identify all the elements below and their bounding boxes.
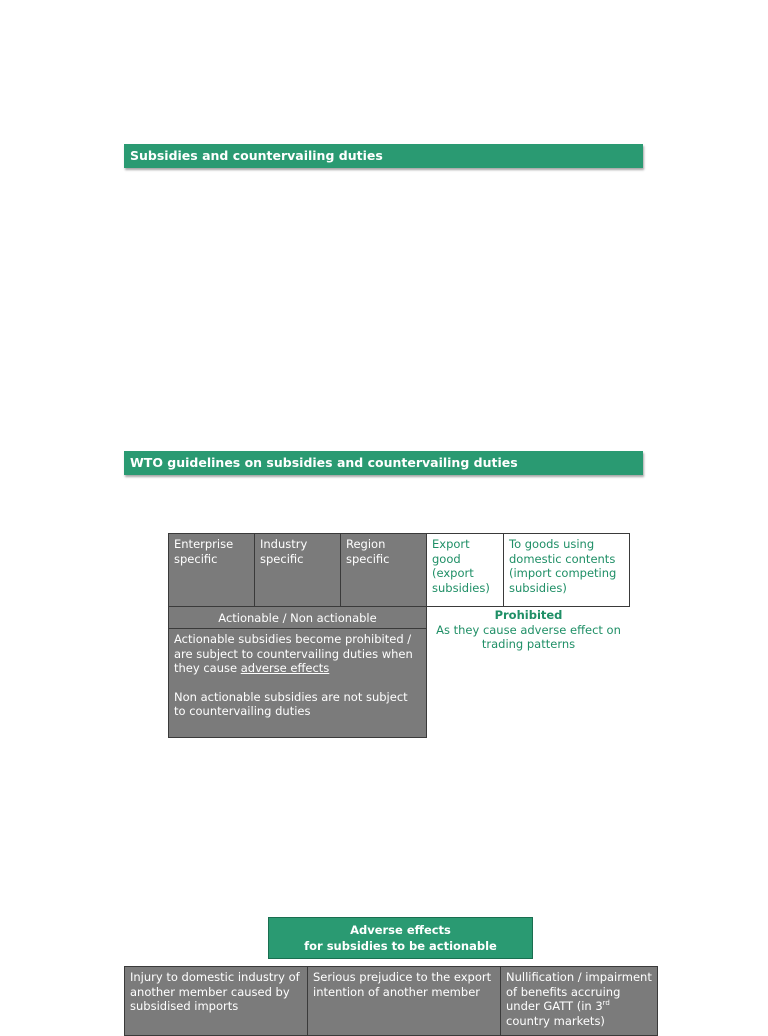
nullification-text: Nullification / impairment of benefits accruing under GATT (in 3 (506, 970, 652, 1013)
actionable-description (168, 628, 427, 738)
cell-import-competing: To goods using domestic contents (import competing subsidies) (503, 533, 630, 607)
adverse-effects-box (268, 917, 533, 959)
adverse-effects-link-text: adverse effects (240, 661, 330, 675)
non-actionable-text: Non actionable subsidies are not subject to countervailing duties (174, 689, 408, 718)
adverse-effects-subtitle: for subsidies to be actionable (304, 939, 497, 953)
cell-nullification (500, 966, 658, 1036)
cell-injury-domestic-industry: Injury to domestic industry of another member caused by subsidised imports (124, 966, 308, 1036)
cell-serious-prejudice: Serious prejudice to the export intention of another member (307, 966, 501, 1036)
actionable-paragraph (174, 632, 421, 676)
prohibited-title: Prohibited (494, 608, 563, 622)
ordinal-suffix: rd (602, 999, 610, 1008)
cell-industry-specific: Industry specific (254, 533, 341, 607)
prohibited-note (427, 606, 630, 652)
cell-export-good: Export good (export subsidies) (426, 533, 504, 607)
section-banner-wto-guidelines: WTO guidelines on subsidies and countervailing duties (124, 451, 643, 475)
adverse-effects-title: Adverse effects (350, 923, 451, 937)
cell-region-specific: Region specific (340, 533, 427, 607)
cell-enterprise-specific: Enterprise specific (168, 533, 255, 607)
prohibited-text: As they cause adverse effect on trading patterns (436, 622, 621, 651)
nullification-text-end: country markets) (506, 1013, 605, 1028)
actionable-text: Actionable subsidies become prohibited / are subject to countervailing duties when they cause (174, 632, 413, 675)
section-banner-subsidies: Subsidies and countervailing duties (124, 144, 643, 168)
actionable-header: Actionable / Non actionable (168, 606, 427, 629)
